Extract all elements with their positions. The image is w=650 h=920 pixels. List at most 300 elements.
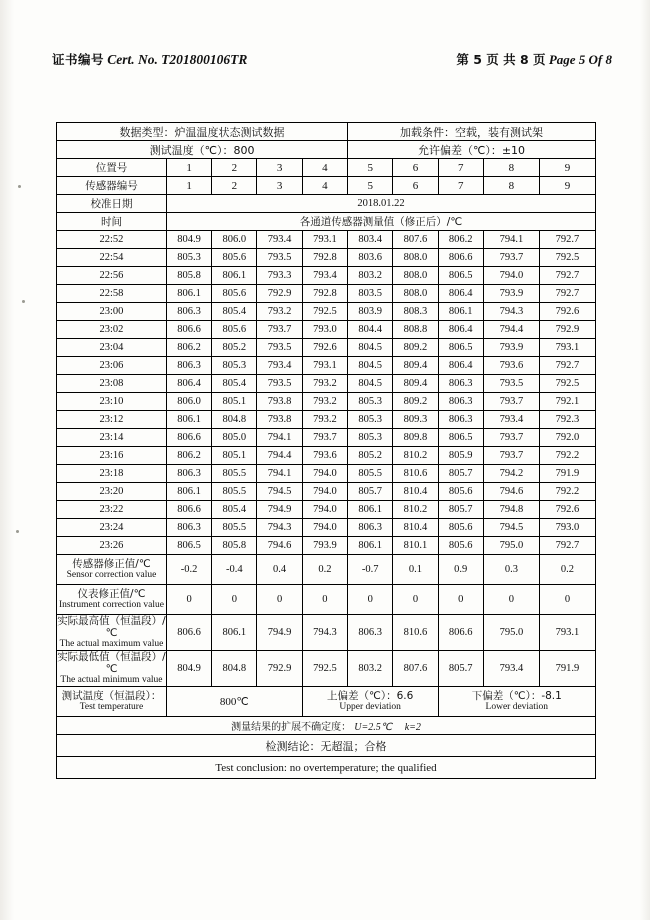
reading-value: 806.4 (438, 321, 483, 339)
actual-minimum-value: 791.9 (539, 651, 595, 687)
sensor-correction-value: 0.1 (393, 555, 438, 585)
reading-value: 806.6 (166, 501, 211, 519)
reading-value: 809.2 (393, 393, 438, 411)
actual-maximum-value: 806.6 (166, 615, 211, 651)
reading-value: 805.3 (212, 357, 257, 375)
reading-value: 806.2 (166, 339, 211, 357)
actual-maximum-value: 806.3 (348, 615, 393, 651)
time-label: 时间 (57, 213, 167, 231)
reading-value: 805.4 (212, 303, 257, 321)
actual-minimum-label (57, 651, 167, 687)
reading-value: 805.0 (212, 429, 257, 447)
reading-value: 806.5 (438, 267, 483, 285)
test-temperature-row-label-en: Test temperature (79, 702, 144, 713)
instrument-correction-value: 0 (212, 585, 257, 615)
reading-value: 806.5 (166, 537, 211, 555)
table-row (57, 447, 596, 465)
test-conclusion-cn: 检测结论：无超温；合格 (57, 735, 596, 757)
reading-value: 804.5 (348, 357, 393, 375)
reading-value: 792.7 (539, 231, 595, 249)
reading-value: 806.3 (438, 375, 483, 393)
calibration-date-label: 校准日期 (57, 195, 167, 213)
actual-maximum-value: 794.9 (257, 615, 302, 651)
reading-value: 793.1 (302, 357, 347, 375)
reading-value: 806.3 (348, 519, 393, 537)
page-number (456, 50, 612, 68)
table-row (57, 501, 596, 519)
reading-value: 806.4 (166, 375, 211, 393)
reading-value: 792.6 (302, 339, 347, 357)
reading-value: 792.6 (539, 303, 595, 321)
test-conclusion-en: Test conclusion: no overtemperature; the qualified (57, 757, 596, 779)
reading-value: 806.3 (438, 393, 483, 411)
actual-minimum-value: 807.6 (393, 651, 438, 687)
upper-deviation-cn: 上偏差（℃）：6.6 (327, 690, 414, 703)
reading-value: 805.1 (212, 447, 257, 465)
reading-time: 22:56 (57, 267, 167, 285)
lower-deviation-en: Lower deviation (485, 702, 549, 713)
table-row-positions (57, 159, 596, 177)
table-row-sensor-correction (57, 555, 596, 585)
reading-time: 23:24 (57, 519, 167, 537)
actual-maximum-value: 810.6 (393, 615, 438, 651)
reading-time: 23:08 (57, 375, 167, 393)
reading-value: 805.3 (348, 393, 393, 411)
reading-value: 794.1 (483, 231, 539, 249)
reading-value: 792.5 (539, 375, 595, 393)
reading-value: 792.2 (539, 483, 595, 501)
actual-minimum-value: 804.9 (166, 651, 211, 687)
reading-value: 805.3 (166, 249, 211, 267)
table-row (57, 375, 596, 393)
instrument-correction-label (57, 585, 167, 615)
reading-time: 22:52 (57, 231, 167, 249)
reading-value: 806.0 (212, 231, 257, 249)
reading-value: 805.8 (212, 537, 257, 555)
furnace-temperature-data-table (56, 122, 596, 779)
channels-header-label: 各通道传感器测量值（修正后）/℃ (166, 213, 595, 231)
reading-value: 805.6 (212, 249, 257, 267)
reading-value: 793.7 (483, 429, 539, 447)
reading-value: 793.4 (257, 231, 302, 249)
reading-value: 792.7 (539, 357, 595, 375)
reading-value: 793.3 (257, 267, 302, 285)
reading-value: 793.8 (257, 393, 302, 411)
position-5: 5 (348, 159, 393, 177)
reading-value: 810.1 (393, 537, 438, 555)
page-number-cn: 第 5 页 共 8 页 (456, 52, 546, 67)
actual-maximum-label-cn: 实际最高值（恒温段）/℃ (57, 615, 166, 640)
test-temperature-row-label-cn: 测试温度（恒温段）： (61, 690, 162, 703)
position-9: 9 (539, 159, 595, 177)
reading-value: 805.9 (438, 447, 483, 465)
reading-value: 805.1 (212, 393, 257, 411)
reading-time: 22:54 (57, 249, 167, 267)
position-7: 7 (438, 159, 483, 177)
table-row (57, 321, 596, 339)
instrument-correction-value: 0 (393, 585, 438, 615)
sensor-1: 1 (166, 177, 211, 195)
sensor-correction-value: 0.2 (302, 555, 347, 585)
uncertainty-label-cn: 测量结果的扩展不确定度： (231, 722, 352, 734)
reading-value: 806.5 (438, 429, 483, 447)
load-condition-label: 加载条件：空载，装有测试架 (348, 123, 596, 141)
reading-value: 793.7 (302, 429, 347, 447)
actual-maximum-value: 795.0 (483, 615, 539, 651)
reading-value: 794.5 (483, 519, 539, 537)
instrument-correction-value: 0 (348, 585, 393, 615)
reading-time: 23:14 (57, 429, 167, 447)
reading-value: 809.8 (393, 429, 438, 447)
sensor-correction-value: -0.2 (166, 555, 211, 585)
actual-minimum-label-cn: 实际最低值（恒温段）/℃ (57, 651, 166, 676)
reading-value: 806.2 (166, 447, 211, 465)
test-temperature-label: 测试温度（℃）：800 (57, 141, 348, 159)
reading-value: 793.4 (302, 267, 347, 285)
sensor-label: 传感器编号 (57, 177, 167, 195)
actual-maximum-label (57, 615, 167, 651)
reading-time: 23:18 (57, 465, 167, 483)
reading-value: 793.9 (302, 537, 347, 555)
reading-value: 793.1 (539, 339, 595, 357)
reading-value: 792.9 (539, 321, 595, 339)
reading-value: 808.3 (393, 303, 438, 321)
reading-value: 806.2 (438, 231, 483, 249)
sensor-correction-value: 0.2 (539, 555, 595, 585)
upper-deviation (302, 687, 438, 717)
table-row (57, 519, 596, 537)
page-number-en: Page 5 Of 8 (548, 52, 612, 67)
reading-value: 805.3 (348, 429, 393, 447)
reading-time: 23:26 (57, 537, 167, 555)
instrument-correction-value: 0 (438, 585, 483, 615)
sensor-8: 8 (483, 177, 539, 195)
sensor-3: 3 (257, 177, 302, 195)
position-6: 6 (393, 159, 438, 177)
reading-value: 809.4 (393, 375, 438, 393)
reading-value: 806.6 (166, 321, 211, 339)
reading-value: 806.4 (438, 285, 483, 303)
uncertainty-k-value: k=2 (404, 722, 421, 734)
reading-value: 793.1 (302, 231, 347, 249)
reading-value: 793.7 (483, 249, 539, 267)
reading-value: 805.6 (438, 483, 483, 501)
reading-value: 793.9 (483, 339, 539, 357)
reading-value: 806.1 (348, 537, 393, 555)
table-row-sensors (57, 177, 596, 195)
sensor-correction-value: 0.9 (438, 555, 483, 585)
reading-time: 22:58 (57, 285, 167, 303)
sensor-4: 4 (302, 177, 347, 195)
test-temperature-value: 800℃ (166, 687, 302, 717)
sensor-correction-label (57, 555, 167, 585)
reading-value: 793.4 (257, 357, 302, 375)
position-4: 4 (302, 159, 347, 177)
reading-value: 806.4 (438, 357, 483, 375)
reading-value: 805.6 (438, 537, 483, 555)
reading-value: 808.0 (393, 249, 438, 267)
reading-value: 805.5 (212, 483, 257, 501)
table-row-data-type (57, 123, 596, 141)
reading-value: 792.3 (539, 411, 595, 429)
reading-value: 806.6 (166, 429, 211, 447)
instrument-correction-value: 0 (302, 585, 347, 615)
reading-value: 805.8 (166, 267, 211, 285)
table-row (57, 339, 596, 357)
page-header (52, 50, 612, 68)
reading-value: 794.0 (302, 501, 347, 519)
reading-time: 23:22 (57, 501, 167, 519)
reading-value: 804.4 (348, 321, 393, 339)
reading-value: 792.5 (302, 303, 347, 321)
cert-number-value: T201800106TR (161, 52, 248, 67)
instrument-correction-value: 0 (483, 585, 539, 615)
table-row-uncertainty (57, 717, 596, 735)
reading-value: 794.2 (483, 465, 539, 483)
reading-value: 805.4 (212, 501, 257, 519)
table-row (57, 267, 596, 285)
table-row-actual-minimum (57, 651, 596, 687)
scan-speck (16, 530, 19, 533)
table-row (57, 303, 596, 321)
sensor-correction-value: 0.4 (257, 555, 302, 585)
table-row (57, 249, 596, 267)
reading-value: 805.4 (212, 375, 257, 393)
calibration-date-value: 2018.01.22 (166, 195, 595, 213)
reading-value: 794.3 (257, 519, 302, 537)
actual-minimum-value: 804.8 (212, 651, 257, 687)
reading-value: 793.7 (483, 393, 539, 411)
table-row-test-temp (57, 141, 596, 159)
sensor-correction-value: -0.7 (348, 555, 393, 585)
reading-value: 805.6 (212, 321, 257, 339)
reading-value: 794.8 (483, 501, 539, 519)
table-row (57, 393, 596, 411)
table-row (57, 465, 596, 483)
reading-value: 792.7 (539, 285, 595, 303)
reading-value: 794.6 (483, 483, 539, 501)
table-row (57, 357, 596, 375)
sensor-9: 9 (539, 177, 595, 195)
sensor-correction-label-cn: 传感器修正值/℃ (72, 558, 151, 570)
reading-value: 808.8 (393, 321, 438, 339)
reading-value: 803.6 (348, 249, 393, 267)
reading-value: 803.2 (348, 267, 393, 285)
reading-value: 793.9 (483, 285, 539, 303)
lower-deviation (438, 687, 595, 717)
position-1: 1 (166, 159, 211, 177)
reading-value: 810.4 (393, 483, 438, 501)
cert-label-en: Cert. No. (107, 52, 158, 67)
instrument-correction-value: 0 (166, 585, 211, 615)
reading-value: 793.8 (257, 411, 302, 429)
reading-time: 23:16 (57, 447, 167, 465)
reading-value: 809.3 (393, 411, 438, 429)
scan-edge-left (0, 0, 14, 920)
position-8: 8 (483, 159, 539, 177)
reading-value: 806.3 (438, 411, 483, 429)
reading-value: 794.0 (302, 465, 347, 483)
reading-value: 792.5 (539, 249, 595, 267)
data-type-label: 数据类型：炉温温度状态测试数据 (57, 123, 348, 141)
actual-maximum-value: 806.1 (212, 615, 257, 651)
reading-value: 793.6 (483, 357, 539, 375)
reading-value: 804.5 (348, 339, 393, 357)
cert-label-cn: 证书编号 (52, 52, 105, 67)
table-row-channels-header (57, 213, 596, 231)
reading-value: 793.0 (302, 321, 347, 339)
reading-value: 810.2 (393, 447, 438, 465)
table-row-conclusion-cn (57, 735, 596, 757)
reading-value: 803.9 (348, 303, 393, 321)
reading-value: 794.9 (257, 501, 302, 519)
reading-value: 805.3 (348, 411, 393, 429)
reading-value: 806.3 (166, 519, 211, 537)
reading-value: 804.5 (348, 375, 393, 393)
reading-value: 803.5 (348, 285, 393, 303)
reading-value: 793.7 (483, 447, 539, 465)
reading-value: 793.2 (302, 411, 347, 429)
reading-value: 794.1 (257, 429, 302, 447)
reading-value: 810.2 (393, 501, 438, 519)
reading-value: 794.1 (257, 465, 302, 483)
reading-value: 791.9 (539, 465, 595, 483)
reading-value: 805.2 (212, 339, 257, 357)
reading-value: 792.7 (539, 537, 595, 555)
table-row-instrument-correction (57, 585, 596, 615)
instrument-correction-label-en: Instrument correction value (58, 600, 164, 611)
table-row-actual-maximum (57, 615, 596, 651)
reading-value: 804.9 (166, 231, 211, 249)
reading-value: 806.1 (166, 411, 211, 429)
actual-maximum-value: 794.3 (302, 615, 347, 651)
scan-speck (18, 185, 21, 188)
actual-maximum-value: 806.6 (438, 615, 483, 651)
reading-value: 806.5 (438, 339, 483, 357)
position-3: 3 (257, 159, 302, 177)
reading-time: 23:20 (57, 483, 167, 501)
table-row (57, 537, 596, 555)
table-row-conclusion-en (57, 757, 596, 779)
reading-value: 792.6 (539, 501, 595, 519)
reading-value: 792.8 (302, 285, 347, 303)
reading-time: 23:10 (57, 393, 167, 411)
reading-value: 793.5 (257, 375, 302, 393)
reading-value: 806.3 (166, 357, 211, 375)
reading-value: 808.0 (393, 285, 438, 303)
reading-value: 806.1 (212, 267, 257, 285)
reading-value: 794.6 (257, 537, 302, 555)
reading-value: 793.5 (257, 249, 302, 267)
scan-edge-right (640, 0, 650, 920)
actual-minimum-value: 793.4 (483, 651, 539, 687)
reading-value: 807.6 (393, 231, 438, 249)
reading-time: 23:12 (57, 411, 167, 429)
table-row (57, 285, 596, 303)
actual-maximum-value: 793.1 (539, 615, 595, 651)
reading-value: 793.4 (483, 411, 539, 429)
table-row (57, 429, 596, 447)
reading-value: 805.6 (212, 285, 257, 303)
sensor-6: 6 (393, 177, 438, 195)
tolerance-label: 允许偏差（℃）：±10 (348, 141, 596, 159)
reading-value: 805.7 (348, 483, 393, 501)
certificate-number (52, 50, 247, 68)
reading-value: 793.0 (539, 519, 595, 537)
reading-value: 793.2 (257, 303, 302, 321)
reading-value: 793.2 (302, 393, 347, 411)
sensor-2: 2 (212, 177, 257, 195)
reading-value: 806.1 (166, 483, 211, 501)
reading-value: 795.0 (483, 537, 539, 555)
scan-speck (22, 300, 25, 303)
test-temperature-row-label (57, 687, 167, 717)
instrument-correction-label-cn: 仪表修正值/℃ (77, 588, 146, 600)
sensor-correction-value: -0.4 (212, 555, 257, 585)
reading-value: 805.5 (212, 519, 257, 537)
reading-value: 806.6 (438, 249, 483, 267)
reading-value: 792.0 (539, 429, 595, 447)
reading-value: 808.0 (393, 267, 438, 285)
position-2: 2 (212, 159, 257, 177)
sensor-correction-value: 0.3 (483, 555, 539, 585)
reading-value: 804.8 (212, 411, 257, 429)
position-label: 位置号 (57, 159, 167, 177)
lower-deviation-cn: 下偏差（℃）：-8.1 (471, 690, 562, 703)
reading-value: 809.4 (393, 357, 438, 375)
reading-value: 810.6 (393, 465, 438, 483)
reading-value: 794.4 (257, 447, 302, 465)
sensor-5: 5 (348, 177, 393, 195)
table-row (57, 231, 596, 249)
reading-value: 794.4 (483, 321, 539, 339)
reading-value: 794.0 (302, 483, 347, 501)
reading-value: 794.0 (483, 267, 539, 285)
reading-value: 793.5 (483, 375, 539, 393)
reading-value: 806.1 (438, 303, 483, 321)
reading-value: 793.5 (257, 339, 302, 357)
reading-value: 793.6 (302, 447, 347, 465)
actual-minimum-label-en: The actual minimum value (60, 675, 163, 686)
reading-value: 805.2 (348, 447, 393, 465)
reading-value: 792.8 (302, 249, 347, 267)
reading-time: 23:00 (57, 303, 167, 321)
table-row-test-temperature-summary (57, 687, 596, 717)
reading-value: 810.4 (393, 519, 438, 537)
actual-minimum-value: 803.2 (348, 651, 393, 687)
reading-time: 23:04 (57, 339, 167, 357)
reading-value: 805.6 (438, 519, 483, 537)
reading-value: 809.2 (393, 339, 438, 357)
reading-value: 792.7 (539, 267, 595, 285)
reading-value: 806.0 (166, 393, 211, 411)
reading-value: 806.1 (348, 501, 393, 519)
reading-value: 793.7 (257, 321, 302, 339)
table-row (57, 411, 596, 429)
reading-time: 23:06 (57, 357, 167, 375)
reading-value: 805.5 (348, 465, 393, 483)
reading-value: 805.5 (212, 465, 257, 483)
reading-value: 794.5 (257, 483, 302, 501)
table-row (57, 483, 596, 501)
reading-value: 792.2 (539, 447, 595, 465)
reading-value: 805.7 (438, 465, 483, 483)
actual-minimum-value: 805.7 (438, 651, 483, 687)
actual-minimum-value: 792.5 (302, 651, 347, 687)
sensor-correction-label-en: Sensor correction value (66, 570, 157, 581)
reading-value: 794.0 (302, 519, 347, 537)
reading-value: 793.2 (302, 375, 347, 393)
